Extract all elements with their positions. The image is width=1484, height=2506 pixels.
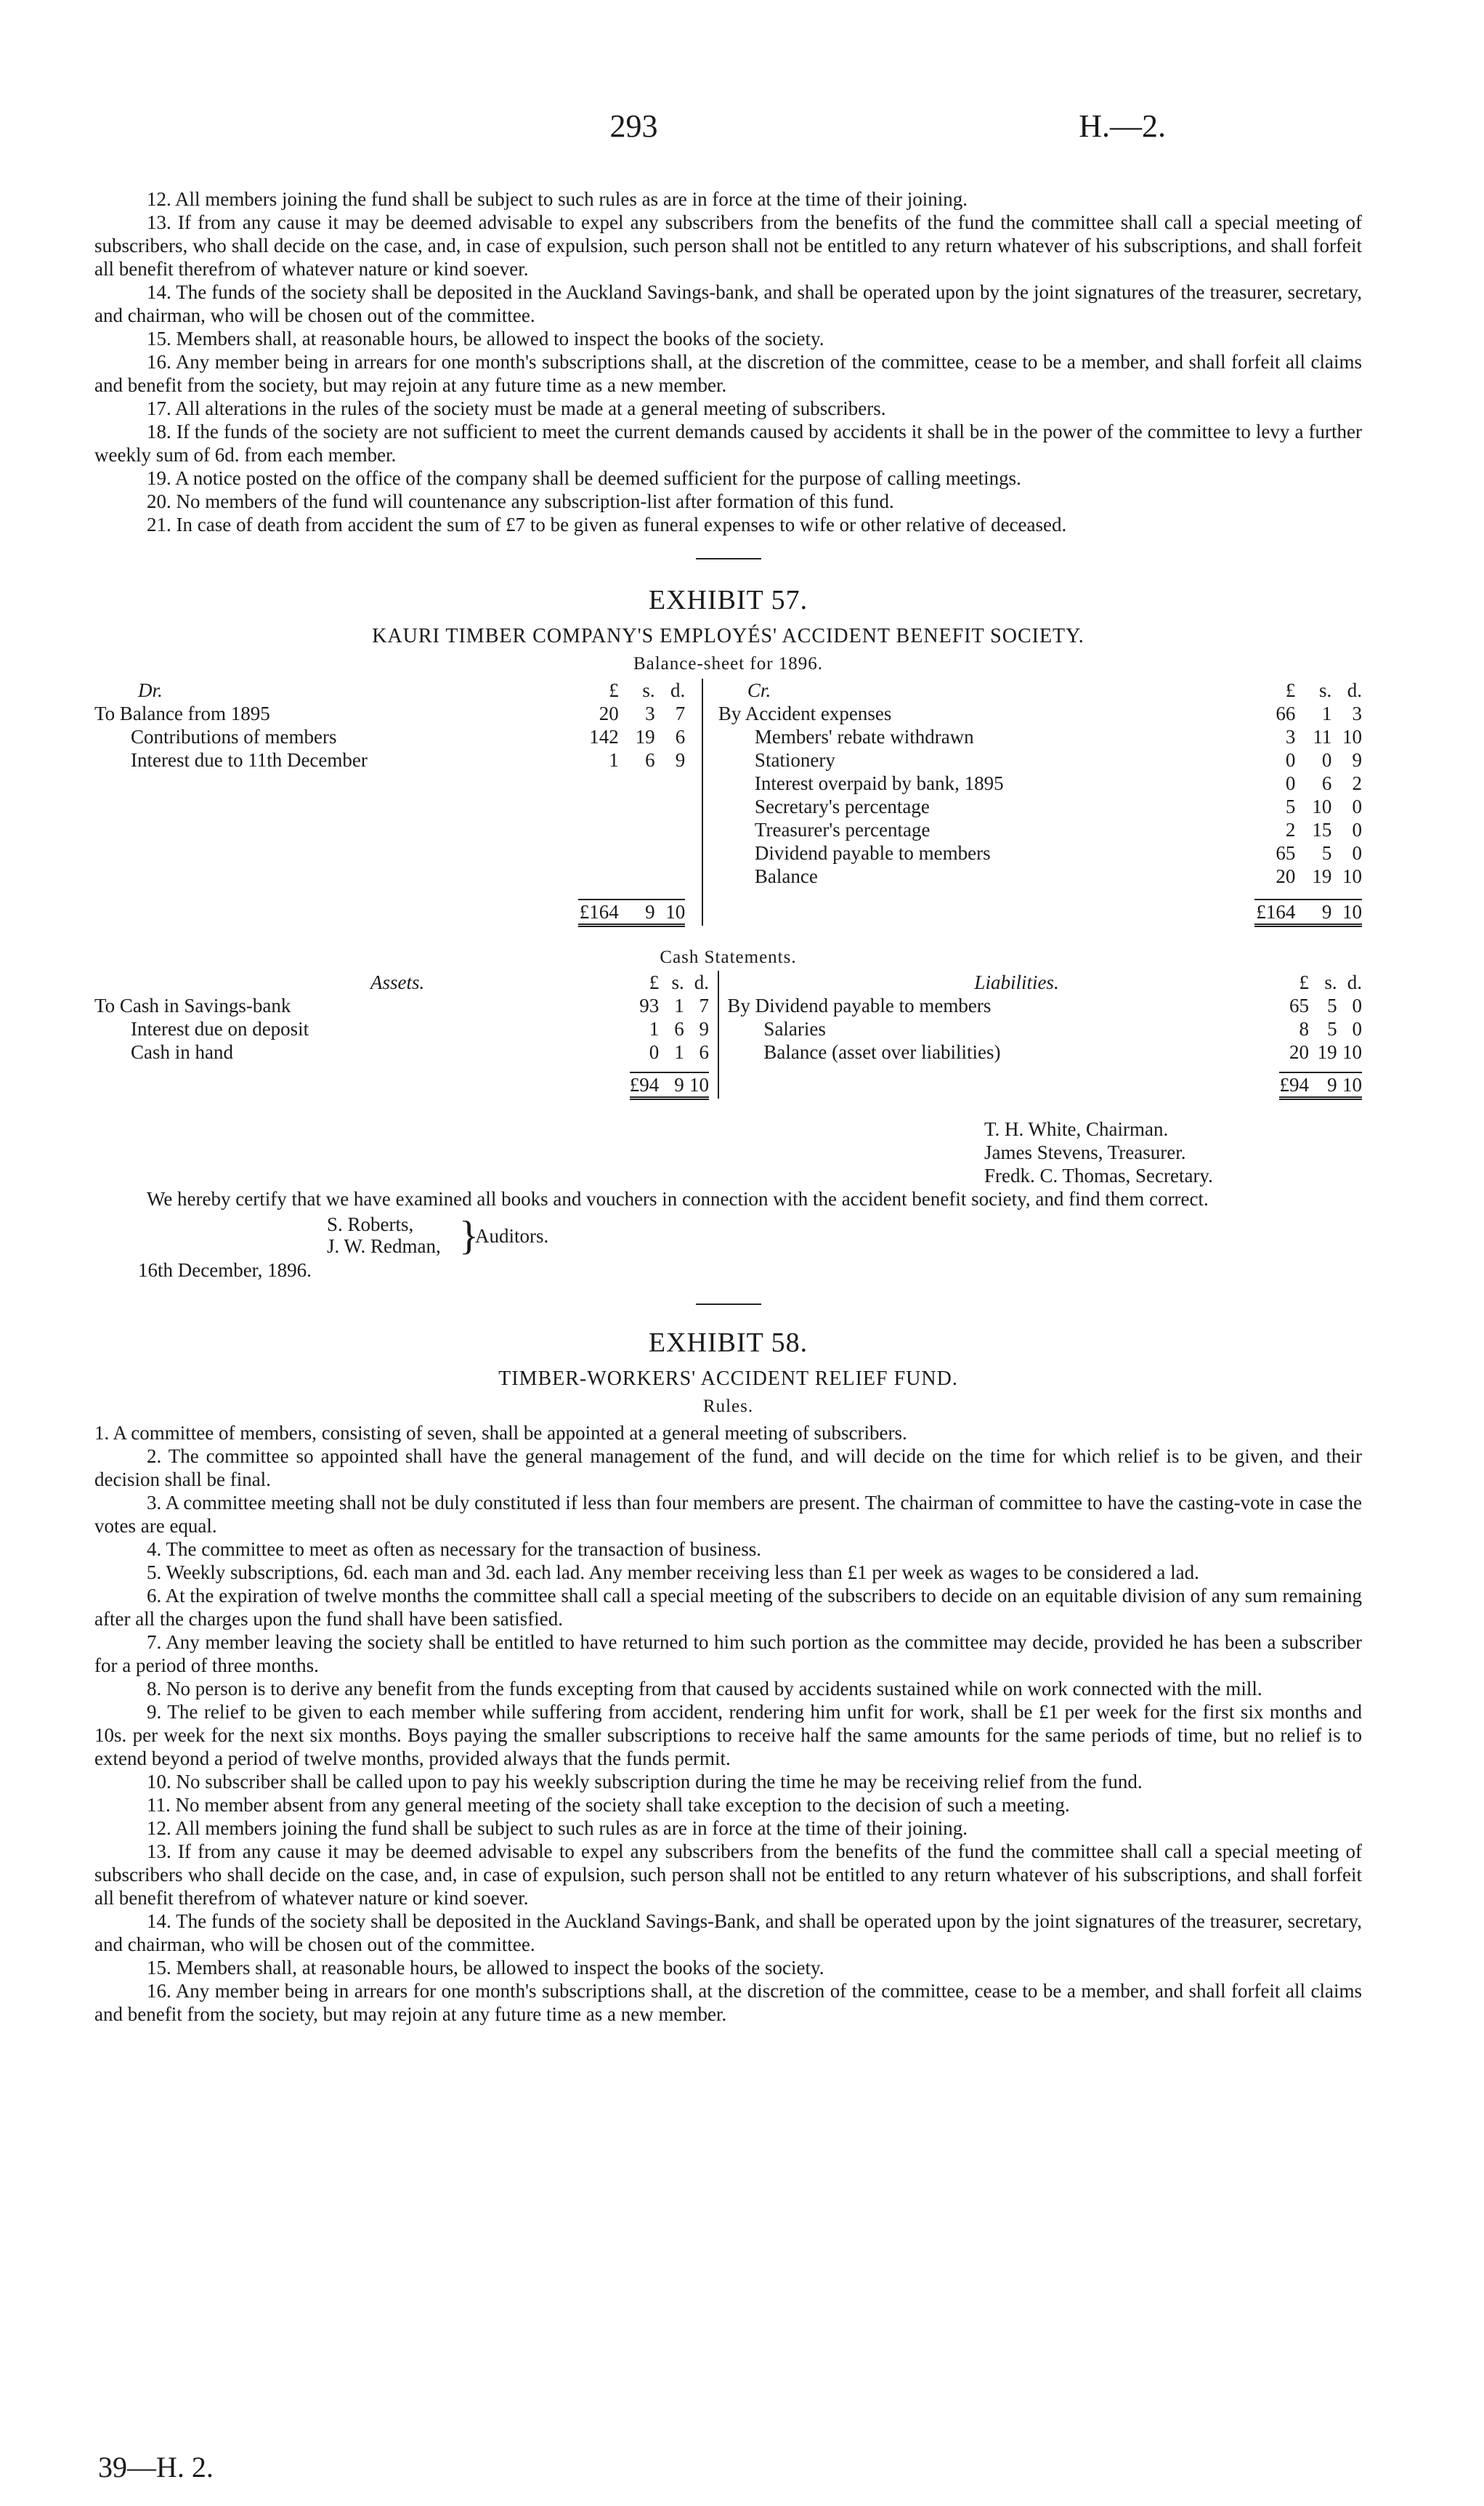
- page-footer-reference: 39—H. 2.: [98, 2451, 214, 2483]
- rule-paragraph: 14. The funds of the society shall be deposited in the Auckland Savings-Bank, and shall be operated upon by the joint signatures of the treasurer, secretary, and chairman, who will be chosen out of the committee.: [94, 1910, 1362, 1955]
- asset-row-label: Cash in hand: [131, 1041, 233, 1063]
- cr-pence: 0: [1352, 819, 1362, 841]
- table-row: [94, 841, 1362, 865]
- cr-shillings: 11: [1313, 726, 1332, 748]
- rule-paragraph: 6. At the expiration of twelve months the committee shall call a special meeting of the subscribers to decide on an equitable division of any sum remaining after all the charges upon the fund shall have been satisfied.: [94, 1585, 1362, 1630]
- rule-paragraph: 14. The funds of the society shall be deposited in the Auckland Savings-bank, and shall be operated upon by the joint signatures of the treasurer, secretary, and chairman, who will be chosen out of the committee.: [94, 281, 1362, 326]
- cash-statements-title: Cash Statements.: [660, 947, 797, 967]
- top-rules: [94, 187, 1362, 536]
- rule-paragraph: 21. In case of death from accident the sum of £7 to be given as funeral expenses to wife or other relative of deceased.: [147, 514, 1067, 535]
- cr-shillings: 10: [1312, 796, 1332, 817]
- cr-row-label: Members' rebate withdrawn: [754, 726, 974, 748]
- rule-paragraph: 19. A notice posted on the office of the company shall be deemed sufficient for the purpose of calling meetings.: [147, 467, 1021, 489]
- table-row: [94, 994, 1362, 1017]
- dr-total-pence: 10: [655, 900, 686, 926]
- liability-row-label: Balance (asset over liabilities): [763, 1041, 1001, 1063]
- cr-total-pounds: £164: [1254, 900, 1295, 926]
- exhibit-57-subtitle: KAURI TIMBER COMPANY'S EMPLOYÉS' ACCIDENT BENEFIT SOCIETY.: [372, 625, 1084, 647]
- assets-total-pounds: £94: [630, 1072, 660, 1099]
- cr-shillings: 1: [1321, 703, 1332, 724]
- asset-row-label: Interest due on deposit: [131, 1018, 309, 1040]
- brace-icon: }: [459, 1213, 479, 1258]
- liability-shillings: 5: [1327, 995, 1337, 1016]
- liabilities-label: Liabilities.: [974, 971, 1059, 993]
- cr-pence: 3: [1352, 703, 1362, 724]
- rule-paragraph: 18. If the funds of the society are not sufficient to meet the current demands caused by accidents it shall be in the power of the committee to levy a further weekly sum of 6d. from each member.: [94, 421, 1362, 466]
- cr-shillings: 19: [1312, 865, 1332, 887]
- table-row: [94, 795, 1362, 818]
- rule-paragraph: 5. Weekly subscriptions, 6d. each man and 3d. each lad. Any member receiving less than £1 per week as wages to be considered a lad.: [147, 1561, 1199, 1583]
- dr-row-label: To Balance from 1895: [94, 703, 270, 724]
- currency-pound: £: [1299, 971, 1309, 993]
- liability-row-label: By Dividend payable to members: [727, 995, 992, 1016]
- rule-paragraph: 1. A committee of members, consisting of seven, shall be appointed at a general meeting of subscribers.: [94, 1422, 907, 1444]
- rule-paragraph: 10. No subscriber shall be called upon to pay his weekly subscription during the time he may be receiving relief from the fund.: [147, 1771, 1143, 1792]
- signatory-treasurer: James Stevens, Treasurer.: [984, 1141, 1186, 1163]
- rule-paragraph: 11. No member absent from any general meeting of the society shall take exception to the decision of such a meeting.: [147, 1794, 1070, 1816]
- exhibit-58-subtitle: TIMBER-WORKERS' ACCIDENT RELIEF FUND.: [498, 1367, 958, 1390]
- table-row: [94, 1040, 1362, 1064]
- cr-shillings: 6: [1321, 772, 1332, 794]
- cr-row-label: By Accident expenses: [718, 703, 892, 724]
- table-row: [94, 865, 1362, 888]
- liability-shillings: 5: [1327, 1018, 1337, 1040]
- liability-pence: 0: [1352, 995, 1362, 1016]
- rule-paragraph: 8. No person is to derive any benefit from the funds excepting from that caused by accidents sustained while on work connected with the mill.: [147, 1678, 1262, 1699]
- rule-paragraph: 17. All alterations in the rules of the society must be made at a general meeting of subscribers.: [147, 397, 886, 419]
- rule-paragraph: 15. Members shall, at reasonable hours, be allowed to inspect the books of the society.: [147, 328, 824, 349]
- section-divider: [696, 1303, 761, 1305]
- asset-pence: 9: [699, 1018, 709, 1040]
- dr-pence: 9: [675, 749, 686, 771]
- asset-shillings: 6: [674, 1018, 684, 1040]
- asset-pounds: 0: [649, 1041, 660, 1063]
- liabilities-total-shillings: 9: [1309, 1072, 1337, 1099]
- liabilities-total-pence: 10: [1337, 1072, 1362, 1099]
- rule-paragraph: 20. No members of the fund will countenance any subscription-list after formation of this fund.: [147, 490, 894, 512]
- currency-pence: d.: [670, 679, 686, 701]
- asset-pounds: 1: [649, 1018, 660, 1040]
- rule-paragraph: 16. Any member being in arrears for one month's subscriptions shall, at the discretion of the committee, cease to be a member, and shall forfeit all claims and benefit from the society, but may rejoin at any future time as a new member.: [94, 1980, 1362, 2025]
- rule-paragraph: 12. All members joining the fund shall be subject to such rules as are in force at the time of their joining.: [147, 188, 968, 210]
- cr-shillings: 15: [1312, 819, 1332, 841]
- currency-shilling: s.: [671, 971, 684, 993]
- cr-pounds: 66: [1276, 703, 1296, 724]
- cr-pounds: 2: [1285, 819, 1296, 841]
- document-reference: H.—2.: [1079, 108, 1166, 144]
- table-row: [94, 702, 1362, 725]
- cr-pounds: 5: [1285, 796, 1296, 817]
- rule-paragraph: 7. Any member leaving the society shall be entitled to have returned to him such portion as the committee may decide, provided he has been a subscriber for a period of three months.: [94, 1631, 1362, 1676]
- cr-pence: 10: [1342, 726, 1362, 748]
- liability-pounds: 65: [1289, 995, 1309, 1016]
- cr-pence: 0: [1352, 842, 1362, 864]
- dr-pounds: 1: [609, 749, 619, 771]
- dr-row-label: Contributions of members: [131, 726, 337, 748]
- dr-row-label: Interest due to 11th December: [131, 749, 368, 771]
- cr-pounds: 3: [1285, 726, 1296, 748]
- dr-pounds: 20: [599, 703, 619, 724]
- currency-pound: £: [649, 971, 660, 993]
- currency-pence: d.: [1347, 971, 1362, 993]
- auditor-name: S. Roberts,: [327, 1213, 414, 1235]
- signatory-chairman: T. H. White, Chairman.: [984, 1118, 1169, 1140]
- page-body: [94, 187, 1362, 2026]
- dr-total-shillings: 9: [619, 900, 655, 926]
- rule-paragraph: 15. Members shall, at reasonable hours, be allowed to inspect the books of the society.: [147, 1957, 824, 1978]
- cr-pence: 2: [1352, 772, 1362, 794]
- exhibit-57-title: EXHIBIT 57.: [648, 585, 808, 615]
- dr-pence: 7: [675, 703, 686, 724]
- total-row: [94, 900, 1362, 926]
- cr-row-label: Secretary's percentage: [754, 796, 930, 817]
- liabilities-total-pounds: £94: [1279, 1072, 1309, 1099]
- cr-label: Cr.: [747, 679, 771, 701]
- liability-pounds: 8: [1299, 1018, 1309, 1040]
- assets-label: Assets.: [370, 971, 425, 993]
- cr-pence: 9: [1352, 749, 1362, 771]
- cr-row-label: Stationery: [754, 749, 835, 771]
- auditors-certificate: We hereby certify that we have examined all books and vouchers in connection with the accident benefit society, and find them correct.: [147, 1188, 1209, 1210]
- dr-total-pounds: £164: [578, 900, 619, 926]
- section-divider: [696, 558, 761, 559]
- page-header: [0, 108, 1268, 151]
- cr-pounds: 20: [1276, 865, 1296, 887]
- cr-pence: 0: [1352, 796, 1362, 817]
- table-row: [94, 725, 1362, 748]
- rule-paragraph: 4. The committee to meet as often as necessary for the transaction of business.: [147, 1538, 761, 1560]
- cr-total-shillings: 9: [1295, 900, 1331, 926]
- signatory-secretary: Fredk. C. Thomas, Secretary.: [984, 1165, 1213, 1187]
- cr-pounds: 0: [1285, 772, 1296, 794]
- certificate-date: 16th December, 1896.: [138, 1259, 312, 1281]
- cr-row-label: Dividend payable to members: [754, 842, 991, 864]
- currency-shilling: s.: [1319, 679, 1332, 701]
- table-row: [94, 1017, 1362, 1040]
- rule-paragraph: 12. All members joining the fund shall be subject to such rules as are in force at the time of their joining.: [147, 1817, 968, 1839]
- rule-paragraph: 13. If from any cause it may be deemed advisable to expel any subscribers from the benefits of the fund the committee shall call a special meeting of subscribers who shall decide on the case, and, in case of expulsion, such person shall not be entitled to any return whatever of his subscriptions, and shall forfeit all benefit therefrom of whatever nature or kind soever.: [94, 1840, 1362, 1909]
- rule-paragraph: 3. A committee meeting shall not be duly constituted if less than four members are present. The chairman of committee to have the casting-vote in case the votes are equal.: [94, 1492, 1362, 1537]
- cash-statement-table: [94, 971, 1362, 1100]
- rule-paragraph: 13. If from any cause it may be deemed advisable to expel any subscribers from the benefits of the fund the committee shall call a special meeting of subscribers, who shall decide on the case, and, in case of expulsion, such person shall not be entitled to any return whatever of his subscriptions, and shall forfeit all benefit therefrom of whatever nature or kind soever.: [94, 211, 1362, 280]
- auditors-block: [327, 1213, 1362, 1258]
- dr-shillings: 19: [635, 726, 655, 748]
- cr-shillings: 5: [1321, 842, 1332, 864]
- liability-pence: 0: [1352, 1018, 1362, 1040]
- currency-pound: £: [1285, 679, 1296, 701]
- currency-pound: £: [609, 679, 619, 701]
- cr-shillings: 0: [1321, 749, 1332, 771]
- cr-total-pence: 10: [1331, 900, 1362, 926]
- exhibit-58-rules: [94, 1421, 1362, 2026]
- asset-row-label: To Cash in Savings-bank: [94, 995, 291, 1016]
- assets-total-pence: 10: [684, 1072, 709, 1099]
- total-row: [94, 1072, 1362, 1099]
- cr-row-label: Treasurer's percentage: [754, 819, 930, 841]
- liability-shillings: 19: [1317, 1041, 1337, 1063]
- exhibit-58-title: EXHIBIT 58.: [648, 1327, 808, 1358]
- currency-pence: d.: [1347, 679, 1362, 701]
- cr-row-label: Interest overpaid by bank, 1895: [754, 772, 1004, 794]
- liability-row-label: Salaries: [763, 1018, 826, 1040]
- asset-shillings: 1: [674, 995, 684, 1016]
- dr-shillings: 6: [645, 749, 655, 771]
- cr-pounds: 0: [1285, 749, 1296, 771]
- rules-title: Rules.: [702, 1397, 754, 1416]
- dr-pence: 6: [675, 726, 686, 748]
- table-row: [94, 748, 1362, 772]
- currency-pence: d.: [694, 971, 709, 993]
- dr-pounds: 142: [589, 726, 619, 748]
- rule-paragraph: 9. The relief to be given to each member while suffering from accident, rendering him unfit for work, shall be £1 per week for the first six months and 10s. per week for the next six months. Boys paying the smaller subscriptions to receive half the same amounts for the same periods of time, but no relief is to extend beyond a period of twelve months, provided always that the funds permit.: [94, 1701, 1362, 1769]
- asset-shillings: 1: [674, 1041, 684, 1063]
- cr-pounds: 65: [1276, 842, 1296, 864]
- asset-pence: 7: [699, 995, 709, 1016]
- balance-sheet-title: Balance-sheet for 1896.: [633, 654, 824, 674]
- cr-pence: 10: [1342, 865, 1362, 887]
- rule-paragraph: 2. The committee so appointed shall have the general management of the fund, and will decide on the time for which relief is to be given, and their decision shall be final.: [94, 1445, 1362, 1490]
- balance-sheet-table: [94, 679, 1362, 927]
- signatories: [94, 1117, 1362, 1187]
- currency-shilling: s.: [642, 679, 655, 701]
- cr-row-label: Balance: [754, 865, 818, 887]
- asset-pence: 6: [699, 1041, 709, 1063]
- liability-pounds: 20: [1289, 1041, 1309, 1063]
- rule-paragraph: 16. Any member being in arrears for one month's subscriptions shall, at the discretion of the committee, cease to be a member, and shall forfeit all claims and benefit from the society, but may rejoin at any future time as a new member.: [94, 351, 1362, 396]
- dr-label: Dr.: [138, 679, 163, 701]
- currency-shilling: s.: [1324, 971, 1337, 993]
- auditors-label: Auditors.: [475, 1225, 549, 1247]
- table-row: [94, 772, 1362, 795]
- asset-pounds: 93: [639, 995, 660, 1016]
- table-row: [94, 818, 1362, 841]
- liability-pence: 10: [1342, 1041, 1362, 1063]
- dr-shillings: 3: [645, 703, 655, 724]
- assets-total-shillings: 9: [659, 1072, 684, 1099]
- auditor-name: J. W. Redman,: [327, 1235, 441, 1257]
- page-number: 293: [609, 108, 658, 144]
